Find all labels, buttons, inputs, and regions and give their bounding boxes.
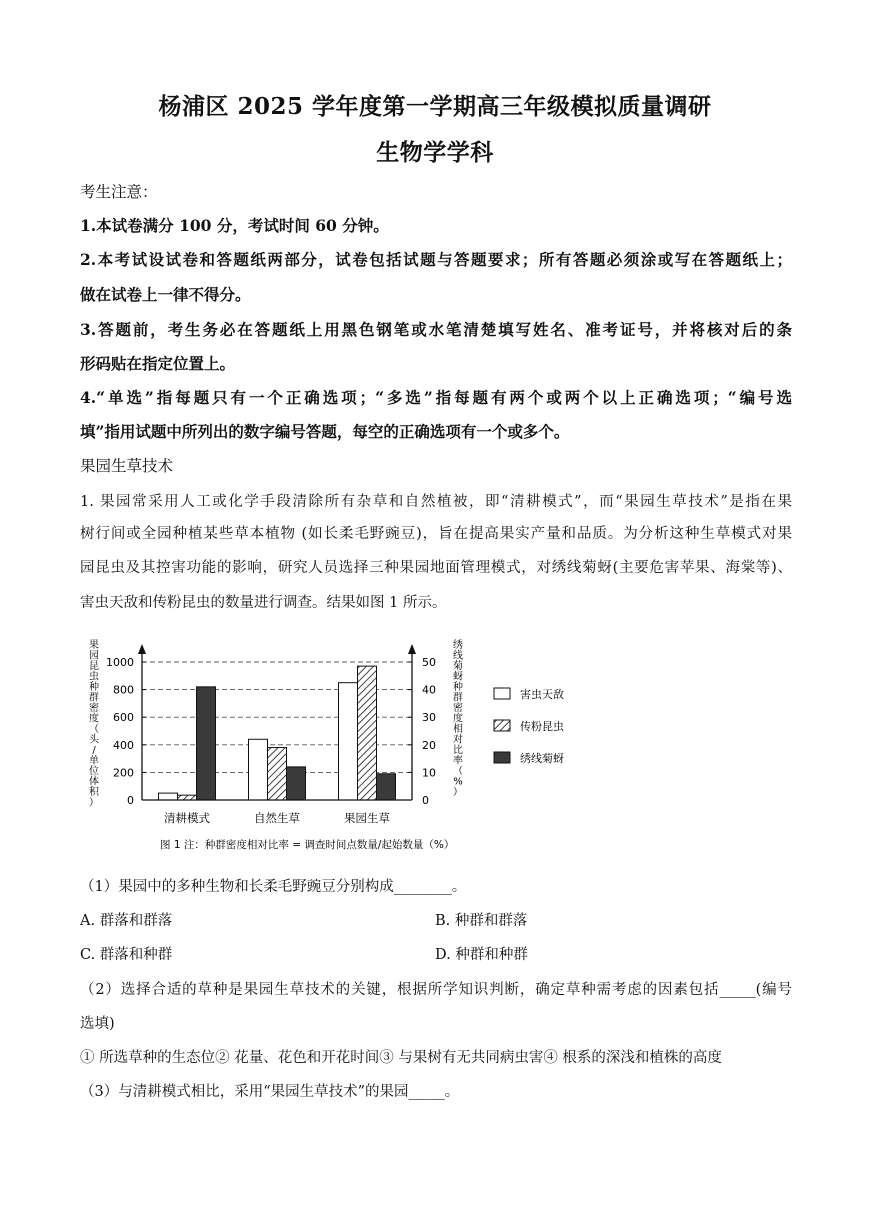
intro-line-2: 树行间或全园种植某些草本植物 (如长柔毛野豌豆)，旨在提高果实产量和品质。为分析这种生草模式对果 [80,526,792,542]
q1-option-c[interactable]: C. 群落和种群 [80,947,173,963]
notice-item-4-line-1: 4.“单选”指每题只有一个正确选项；“多选”指每题有两个或两个以上正确选项；“编号选 [80,388,792,407]
right-tick-label: 20 [422,738,436,752]
x-category-label: 清耕模式 [164,811,210,825]
bar-white [249,739,268,800]
left-tick-label: 600 [113,711,134,725]
right-axis-title: 绣线菊蚜种群密度相对比率（%） [453,640,463,798]
right-tick-label: 0 [422,794,429,807]
exam-title: 杨浦区 2025 学年度第一学期高三年级模拟质量调研 [158,93,712,120]
notice-item-3-line-1: 3.答题前，考生务必在答题纸上用黑色钢笔或水笔清楚填写姓名、准考证号，并将核对后的条 [80,320,792,339]
intro-line-1: 1. 果园常采用人工或化学手段清除所有杂草和自然植被，即“清耕模式”，而“果园生草技术”是指在果 [80,494,792,510]
left-axis-arrow [138,644,146,654]
notice-item-2-line-2: 做在试卷上一律不得分。 [80,285,251,304]
notice-item-3-line-2: 形码贴在指定位置上。 [80,354,236,373]
intro-line-3: 园昆虫及其控害功能的影响，研究人员选择三种果园地面管理模式，对绣线菊蚜(主要危害苹果、海棠等)、 [80,560,792,576]
legend-swatch-hatched [494,720,510,731]
notice-item-4-line-2: 填”指用试题中所列出的数字编号答题，每空的正确选项有一个或多个。 [80,422,570,441]
bar-dark [197,687,216,800]
q1-option-d[interactable]: D. 种群和种群 [435,947,528,963]
bar-white [159,793,178,800]
right-axis-arrow [408,644,416,654]
legend-swatch-dark [494,752,510,763]
q1-option-b[interactable]: B. 种群和群落 [435,913,528,929]
subject-title: 生物学学科 [376,139,494,166]
left-tick-label: 1000 [106,656,134,669]
question-2-line-2: 选填) [80,1016,115,1032]
x-category-label: 果园生草 [344,811,390,825]
x-category-label: 自然生草 [254,811,300,825]
bar-white [339,683,358,800]
legend-swatch-white [494,688,510,699]
chart-caption: 图 1 注：种群密度相对比率 = 调查时间点数量/起始数量（%） [160,839,455,851]
question-3: （3）与清耕模式相比，采用“果园生草技术”的果园_____。 [80,1084,460,1100]
figure-1-bar-chart [82,632,582,862]
legend-label: 传粉昆虫 [520,720,564,733]
legend-label: 害虫天敌 [520,688,564,701]
notice-item-1: 1.本试卷满分 100 分，考试时间 60 分钟。 [80,216,389,235]
bar-dark [287,767,306,800]
right-tick-label: 50 [422,656,436,669]
bar-hatched [358,666,377,800]
q1-option-a[interactable]: A. 群落和群落 [80,913,173,929]
bar-hatched [178,795,197,800]
question-2-line-1: （2）选择合适的草种是果园生草技术的关键，根据所学知识判断，确定草种需考虑的因素包括_____(编号 [80,982,792,998]
right-tick-label: 10 [422,766,436,780]
notice-heading: 考生注意： [80,183,158,201]
bar-hatched [268,748,287,800]
left-tick-label: 400 [113,738,134,752]
legend-label: 绣线菊蚜 [520,752,564,765]
left-axis-title: 果园昆虫种群密度（头/单位体积） [89,640,99,809]
notice-item-2-line-1: 2.本考试设试卷和答题纸两部分，试卷包括试题与答题要求；所有答题必须涂或写在答题纸上； [80,250,792,269]
bar-dark [377,774,396,800]
question-2-choices: ① 所选草种的生态位② 花量、花色和开花时间③ 与果树有无共同病虫害④ 根系的深浅和植株的高度 [80,1050,722,1066]
left-tick-label: 200 [113,766,134,780]
left-tick-label: 800 [113,683,134,697]
left-tick-label: 0 [127,794,134,807]
question-1: （1）果园中的多种生物和长柔毛野豌豆分别构成________。 [80,879,467,895]
right-tick-label: 40 [422,683,436,697]
intro-line-4: 害虫天敌和传粉昆虫的数量进行调查。结果如图 1 所示。 [80,595,447,611]
section-title: 果园生草技术 [80,457,174,475]
right-tick-label: 30 [422,711,436,725]
